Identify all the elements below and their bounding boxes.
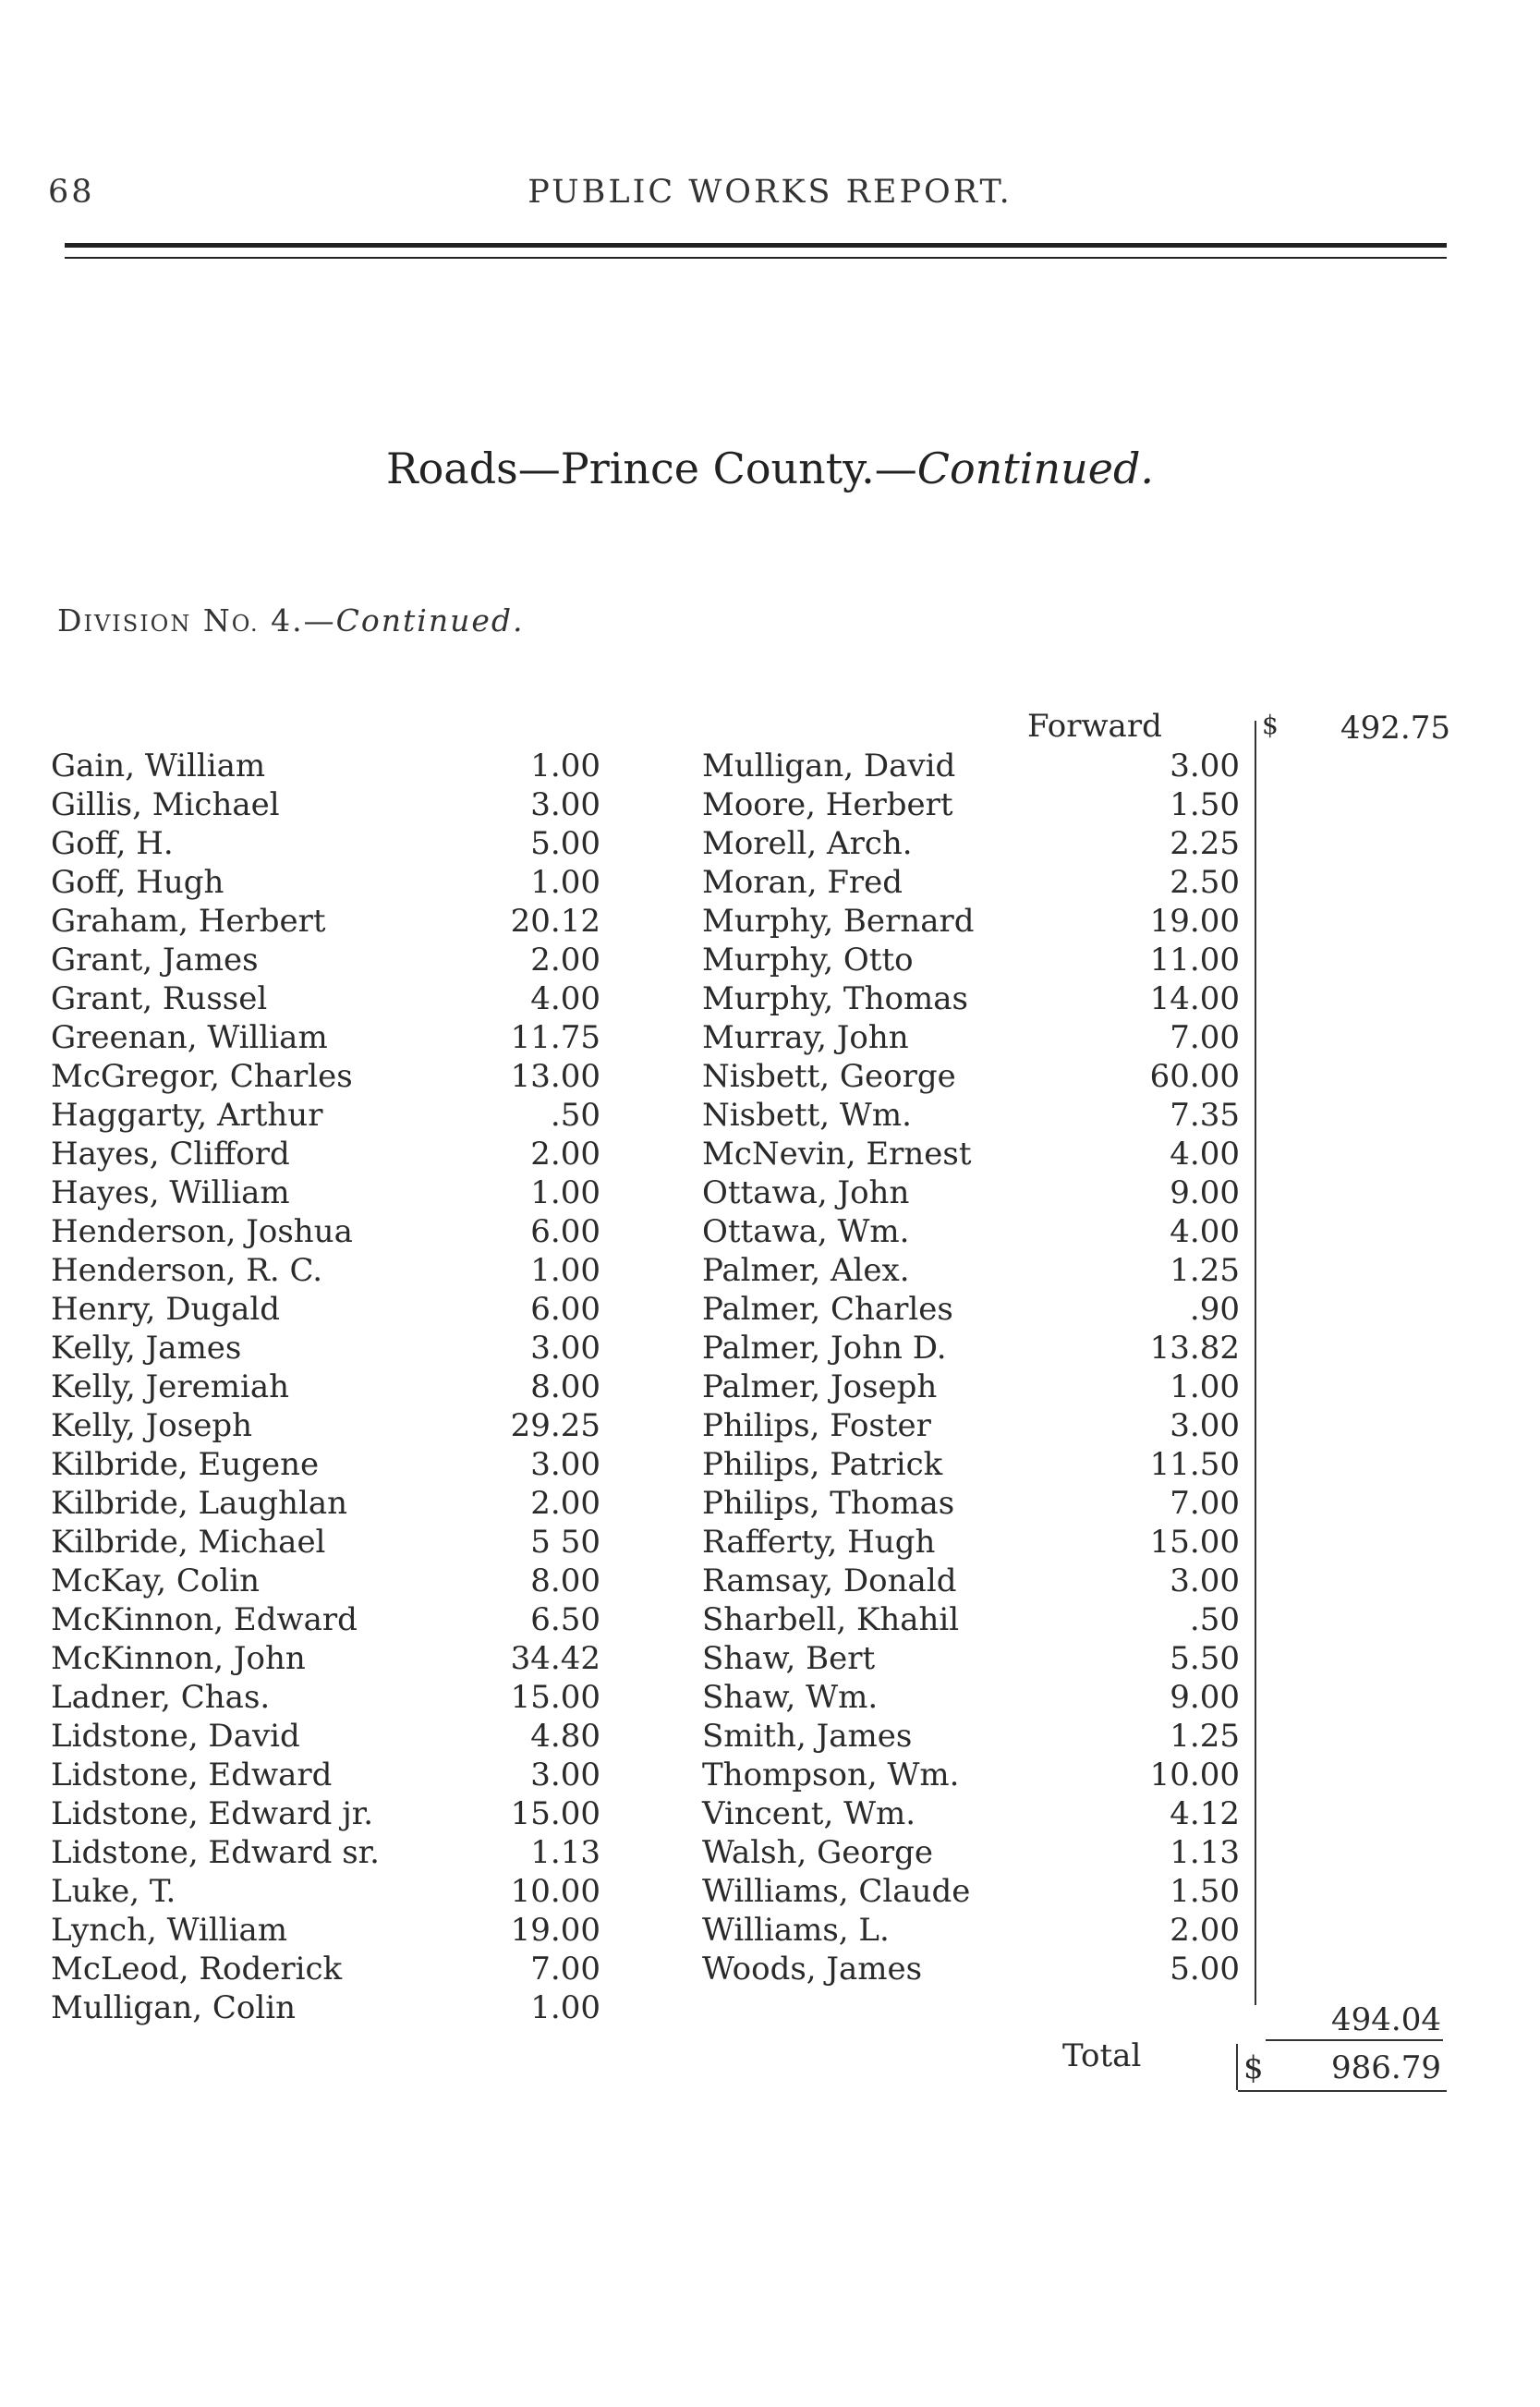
entry-amount: 19.00 — [510, 1912, 600, 1949]
list-item — [702, 1911, 1245, 1950]
entry-amount: 1.25 — [1170, 1718, 1240, 1755]
entry-amount: 15.00 — [1149, 1524, 1240, 1561]
entry-amount: 29.25 — [510, 1407, 600, 1444]
list-item — [51, 941, 600, 979]
division-no-first: N — [202, 602, 232, 638]
entry-name: Ladner, Chas. — [51, 1679, 271, 1716]
entry-amount: 3.00 — [530, 1330, 600, 1367]
entry-amount: 5.00 — [530, 825, 600, 862]
title-continued: Continued. — [916, 444, 1155, 493]
entry-amount: 13.82 — [1149, 1330, 1240, 1367]
entry-name: Goff, Hugh — [51, 864, 224, 901]
list-item — [51, 1057, 600, 1096]
entry-amount: 11.50 — [1149, 1446, 1240, 1483]
entry-amount: 4.00 — [1170, 1136, 1240, 1173]
entry-amount: 13.00 — [510, 1058, 600, 1095]
entry-amount: 1.00 — [530, 748, 600, 784]
division-label-rest: IVISION — [83, 611, 192, 637]
entry-name: Gain, William — [51, 748, 266, 784]
list-item — [702, 1368, 1245, 1406]
entry-name: McLeod, Roderick — [51, 1951, 343, 1988]
entry-amount: 6.00 — [530, 1291, 600, 1328]
entry-name: Graham, Herbert — [51, 903, 326, 940]
list-item — [702, 1523, 1245, 1562]
list-item — [51, 979, 600, 1018]
entry-name: Moran, Fred — [702, 864, 903, 901]
entry-name: Henderson, R. C. — [51, 1252, 323, 1289]
entry-name: Gillis, Michael — [51, 786, 280, 823]
entry-amount: 3.00 — [1170, 1562, 1240, 1599]
entry-name: Ottawa, Wm. — [702, 1213, 910, 1250]
entry-amount: 9.00 — [1170, 1679, 1240, 1716]
list-item — [702, 1600, 1245, 1639]
entry-amount: 20.12 — [510, 903, 600, 940]
entry-amount: .50 — [1189, 1601, 1240, 1638]
entry-amount: 34.42 — [510, 1640, 600, 1677]
list-item — [702, 824, 1245, 863]
entry-name: Murphy, Thomas — [702, 980, 968, 1017]
entry-name: Haggarty, Arthur — [51, 1097, 323, 1134]
list-item — [51, 1600, 600, 1639]
entry-name: Murray, John — [702, 1019, 909, 1056]
list-item — [51, 1406, 600, 1445]
entry-name: Lynch, William — [51, 1912, 287, 1949]
entry-name: Woods, James — [702, 1951, 923, 1988]
entry-name: Nisbett, George — [702, 1058, 956, 1095]
entry-name: Hayes, Clifford — [51, 1136, 290, 1173]
list-item — [702, 1756, 1245, 1794]
page-number: 68 — [48, 174, 95, 211]
list-item — [702, 1406, 1245, 1445]
list-item — [51, 1212, 600, 1251]
forward-value: 492.75 — [1340, 710, 1450, 747]
entry-name: Kilbride, Michael — [51, 1524, 326, 1561]
entry-name: Lidstone, David — [51, 1718, 300, 1755]
entry-amount: .50 — [550, 1097, 600, 1134]
entry-name: Henderson, Joshua — [51, 1213, 353, 1250]
entry-amount: 6.00 — [530, 1213, 600, 1250]
list-item — [702, 941, 1245, 979]
entry-amount: 3.00 — [530, 1446, 600, 1483]
entry-amount: 60.00 — [1149, 1058, 1240, 1095]
entry-amount: .90 — [1189, 1291, 1240, 1328]
entry-amount: 1.00 — [530, 864, 600, 901]
entry-name: Mulligan, Colin — [51, 1989, 297, 2026]
entry-name: McGregor, Charles — [51, 1058, 353, 1095]
entry-amount: 5 50 — [530, 1524, 600, 1561]
list-item — [702, 1639, 1245, 1678]
list-item — [702, 1329, 1245, 1368]
entry-name: Smith, James — [702, 1718, 913, 1755]
entry-name: Kelly, Jeremiah — [51, 1368, 290, 1405]
entry-name: McKay, Colin — [51, 1562, 260, 1599]
entry-name: Murphy, Bernard — [702, 903, 975, 940]
entry-name: Greenan, William — [51, 1019, 328, 1056]
total-currency: $ — [1243, 2049, 1264, 2086]
list-item — [51, 1135, 600, 1173]
list-item — [702, 1794, 1245, 1833]
list-item — [51, 902, 600, 941]
list-item — [51, 1368, 600, 1406]
entry-name: Henry, Dugald — [51, 1291, 281, 1328]
entry-amount: 14.00 — [1149, 980, 1240, 1017]
entry-amount: 3.00 — [530, 786, 600, 823]
header-rule-thin — [65, 257, 1447, 259]
list-item — [51, 1562, 600, 1600]
list-item — [51, 1678, 600, 1717]
list-item — [51, 1484, 600, 1523]
entry-amount: 4.00 — [1170, 1213, 1240, 1250]
list-item — [702, 979, 1245, 1018]
entry-amount: 1.13 — [1170, 1834, 1240, 1871]
entry-amount: 5.50 — [1170, 1640, 1240, 1677]
entry-name: McKinnon, Edward — [51, 1601, 358, 1638]
entry-amount: 8.00 — [530, 1562, 600, 1599]
entry-amount: 10.00 — [510, 1873, 600, 1910]
list-item — [702, 1484, 1245, 1523]
entry-name: Lidstone, Edward jr. — [51, 1795, 374, 1832]
entry-name: Rafferty, Hugh — [702, 1524, 936, 1561]
division-number: 4.— — [271, 602, 336, 638]
forward-currency: $ — [1262, 710, 1279, 740]
list-item — [51, 747, 600, 785]
list-item — [51, 1833, 600, 1872]
running-title: PUBLIC WORKS REPORT. — [527, 174, 1013, 211]
subtotal-value: 494.04 — [1331, 2001, 1441, 2038]
list-item — [702, 863, 1245, 902]
entry-amount: 2.00 — [1170, 1912, 1240, 1949]
list-item — [702, 1872, 1245, 1911]
list-item — [51, 1950, 600, 1988]
total-value: 986.79 — [1331, 2049, 1441, 2086]
division-label-first: D — [57, 602, 84, 638]
entry-name: Philips, Foster — [702, 1407, 931, 1444]
total-underline — [1238, 2090, 1447, 2092]
entry-amount: 4.80 — [530, 1718, 600, 1755]
entry-amount: 1.25 — [1170, 1252, 1240, 1289]
entry-amount: 4.00 — [530, 980, 600, 1017]
title-main: Roads—Prince County.— — [385, 444, 917, 493]
header-rule-thick — [65, 243, 1447, 248]
list-item — [51, 1173, 600, 1212]
entry-amount: 10.00 — [1149, 1757, 1240, 1793]
entry-amount: 1.00 — [530, 1252, 600, 1289]
entry-amount: 11.00 — [1149, 942, 1240, 979]
entry-name: Williams, L. — [702, 1912, 890, 1949]
entry-name: Grant, James — [51, 942, 259, 979]
entry-name: Lidstone, Edward — [51, 1757, 333, 1793]
column-rule — [1255, 721, 1256, 2005]
entry-amount: 6.50 — [530, 1601, 600, 1638]
list-item — [51, 1018, 600, 1057]
entry-amount: 2.00 — [530, 1485, 600, 1522]
entry-name: Kilbride, Laughlan — [51, 1485, 347, 1522]
entry-name: Palmer, Alex. — [702, 1252, 910, 1289]
entry-name: Mulligan, David — [702, 748, 956, 784]
list-item — [702, 1717, 1245, 1756]
entry-amount: 2.00 — [530, 1136, 600, 1173]
entry-name: Moore, Herbert — [702, 786, 953, 823]
list-item — [51, 1911, 600, 1950]
list-item — [702, 747, 1245, 785]
entry-name: Ottawa, John — [702, 1174, 910, 1211]
list-item — [702, 1251, 1245, 1290]
entry-name: Hayes, William — [51, 1174, 290, 1211]
entry-name: Ramsay, Donald — [702, 1562, 957, 1599]
list-item — [51, 1756, 600, 1794]
entry-amount: 3.00 — [1170, 1407, 1240, 1444]
entry-name: Lidstone, Edward sr. — [51, 1834, 380, 1871]
list-item — [702, 1018, 1245, 1057]
entry-name: Luke, T. — [51, 1873, 176, 1910]
entry-amount: 1.50 — [1170, 1873, 1240, 1910]
entry-name: Palmer, Charles — [702, 1291, 953, 1328]
list-item — [51, 863, 600, 902]
entry-name: Palmer, Joseph — [702, 1368, 938, 1405]
subtotal-rule — [1266, 2039, 1443, 2041]
entry-name: Goff, H. — [51, 825, 174, 862]
entry-name: Vincent, Wm. — [702, 1795, 916, 1832]
entry-amount: 9.00 — [1170, 1174, 1240, 1211]
list-item — [51, 1988, 600, 2027]
entry-name: Grant, Russel — [51, 980, 268, 1017]
list-item — [51, 1445, 600, 1484]
list-item — [702, 1562, 1245, 1600]
list-item — [51, 1794, 600, 1833]
list-item — [51, 1096, 600, 1135]
entry-amount: 1.00 — [530, 1989, 600, 2026]
entry-amount: 2.50 — [1170, 864, 1240, 901]
forward-label: Forward — [1027, 708, 1162, 745]
list-item — [51, 1329, 600, 1368]
entry-name: Walsh, George — [702, 1834, 933, 1871]
entry-amount: 11.75 — [510, 1019, 600, 1056]
entry-name: Thompson, Wm. — [702, 1757, 960, 1793]
list-item — [702, 1057, 1245, 1096]
list-item — [702, 1290, 1245, 1329]
list-item — [702, 1833, 1245, 1872]
entry-name: Sharbell, Khahil — [702, 1601, 960, 1638]
total-rule-vertical — [1236, 2044, 1238, 2090]
left-column — [51, 747, 600, 2027]
entry-name: Kilbride, Eugene — [51, 1446, 320, 1483]
entry-name: Philips, Patrick — [702, 1446, 943, 1483]
entry-amount: 3.00 — [530, 1757, 600, 1793]
list-item — [702, 1212, 1245, 1251]
list-item — [51, 824, 600, 863]
entry-name: Murphy, Otto — [702, 942, 914, 979]
division-heading — [57, 602, 524, 638]
entry-amount: 3.00 — [1170, 748, 1240, 784]
entry-amount: 7.35 — [1170, 1097, 1240, 1134]
right-column — [702, 747, 1245, 1988]
entry-amount: 7.00 — [1170, 1019, 1240, 1056]
list-item — [702, 1173, 1245, 1212]
list-item — [51, 1290, 600, 1329]
list-item — [702, 1950, 1245, 1988]
entry-name: Shaw, Bert — [702, 1640, 876, 1677]
list-item — [702, 1445, 1245, 1484]
list-item — [702, 1135, 1245, 1173]
entry-name: McNevin, Ernest — [702, 1136, 972, 1173]
entry-name: Palmer, John D. — [702, 1330, 947, 1367]
list-item — [51, 1251, 600, 1290]
entry-amount: 2.00 — [530, 942, 600, 979]
list-item — [51, 1523, 600, 1562]
list-item — [702, 902, 1245, 941]
division-no-rest: O. — [231, 611, 260, 637]
entry-amount: 7.00 — [530, 1951, 600, 1988]
list-item — [51, 1872, 600, 1911]
entry-amount: 2.25 — [1170, 825, 1240, 862]
entry-amount: 7.00 — [1170, 1485, 1240, 1522]
entry-name: Shaw, Wm. — [702, 1679, 879, 1716]
entry-name: McKinnon, John — [51, 1640, 306, 1677]
entry-name: Philips, Thomas — [702, 1485, 955, 1522]
entry-name: Kelly, James — [51, 1330, 242, 1367]
entry-amount: 19.00 — [1149, 903, 1240, 940]
entry-amount: 4.12 — [1170, 1795, 1240, 1832]
entry-amount: 5.00 — [1170, 1951, 1240, 1988]
total-label: Total — [1062, 2037, 1142, 2074]
entry-amount: 15.00 — [510, 1679, 600, 1716]
list-item — [702, 1678, 1245, 1717]
entry-amount: 15.00 — [510, 1795, 600, 1832]
entry-amount: 1.00 — [530, 1174, 600, 1211]
entry-name: Kelly, Joseph — [51, 1407, 252, 1444]
entry-name: Williams, Claude — [702, 1873, 971, 1910]
list-item — [51, 785, 600, 824]
entry-amount: 8.00 — [530, 1368, 600, 1405]
entry-name: Morell, Arch. — [702, 825, 913, 862]
list-item — [702, 1096, 1245, 1135]
entry-amount: 1.50 — [1170, 786, 1240, 823]
entry-amount: 1.13 — [530, 1834, 600, 1871]
entry-amount: 1.00 — [1170, 1368, 1240, 1405]
entry-name: Nisbett, Wm. — [702, 1097, 912, 1134]
list-item — [51, 1639, 600, 1678]
division-continued: Continued. — [335, 602, 525, 638]
list-item — [702, 785, 1245, 824]
list-item — [51, 1717, 600, 1756]
page-title — [0, 444, 1540, 493]
